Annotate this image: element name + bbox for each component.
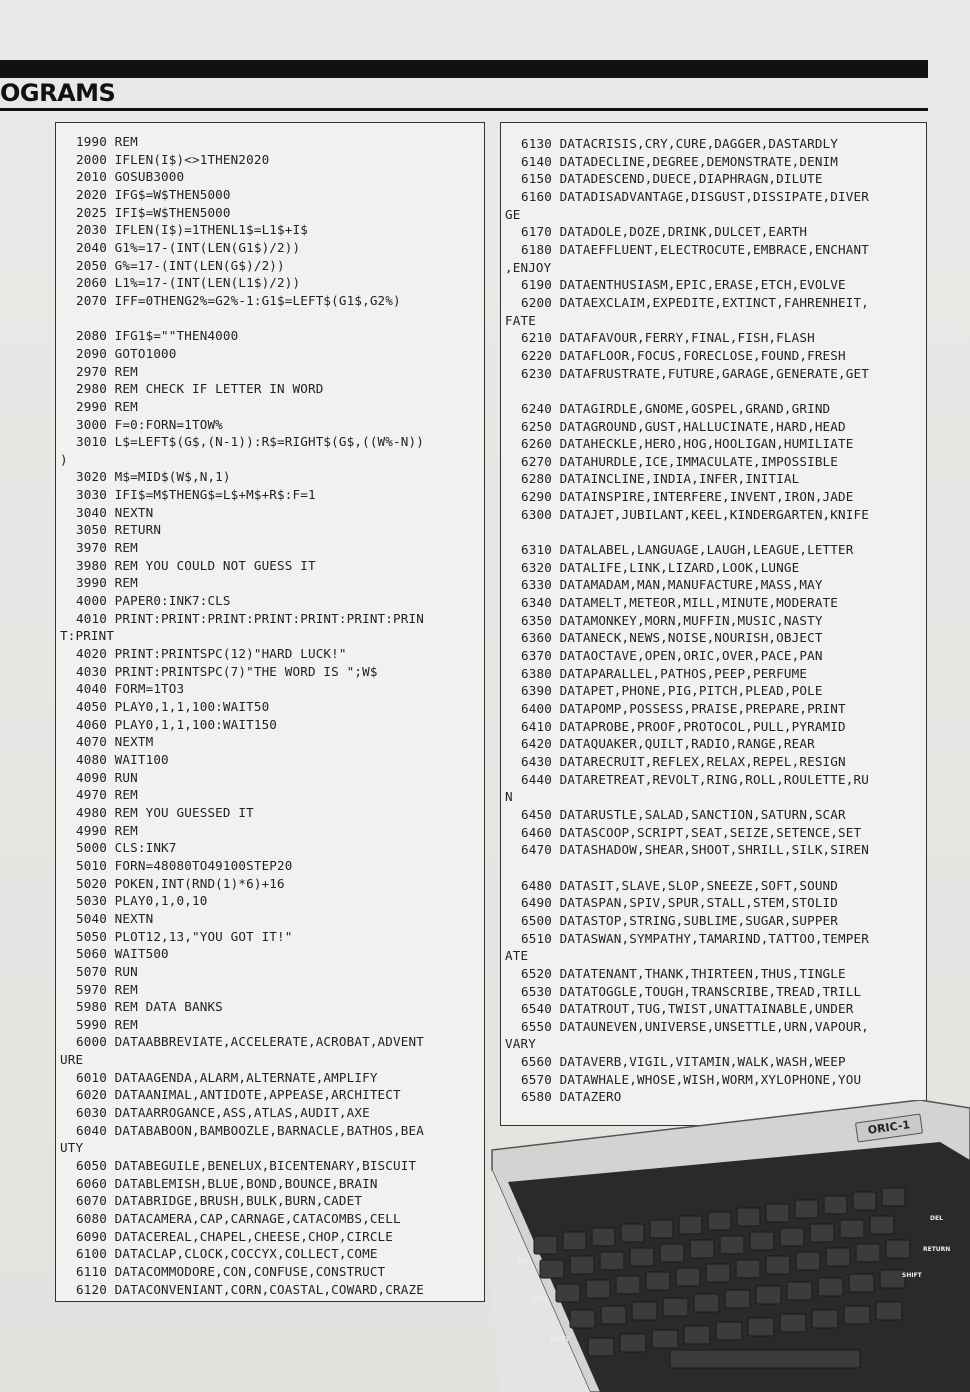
keyboard-key: [882, 1188, 905, 1206]
code-line: [505, 382, 869, 400]
code-line: 2090 GOTO1000: [76, 345, 177, 361]
keyboard-key: [570, 1256, 594, 1274]
code-line: N: [505, 789, 513, 805]
code-line: 2010 GOSUB3000: [76, 169, 185, 185]
code-line: 6550 DATAUNEVEN,UNIVERSE,UNSETTLE,URN,VAPOUR,: [521, 1018, 869, 1034]
keyboard-key: [534, 1236, 557, 1254]
header-bar: [0, 60, 928, 78]
code-line: 2070 IFF=0THENG2%=G2%-1:G1$=LEFT$(G1$,G2%): [76, 292, 401, 308]
key-del-label: DEL: [930, 1215, 943, 1222]
code-line: 4980 REM YOU GUESSED IT: [76, 804, 254, 820]
code-line: 6570 DATAWHALE,WHOSE,WISH,WORM,XYLOPHONE,YOU: [521, 1071, 862, 1087]
code-line: 6010 DATAAGENDA,ALARM,ALTERNATE,AMPLIFY: [76, 1069, 378, 1085]
keyboard-key: [588, 1338, 614, 1356]
code-line: ): [60, 451, 68, 467]
code-line: 6080 DATACAMERA,CAP,CARNAGE,CATACOMBS,CELL: [76, 1211, 401, 1227]
key-shift-left-label: SHIFT: [550, 1336, 570, 1343]
keyboard-key: [708, 1212, 731, 1230]
keyboard-key: [840, 1220, 864, 1238]
keyboard-key: [849, 1274, 874, 1292]
code-line: 3040 NEXTN: [76, 504, 154, 520]
code-line: 6450 DATARUSTLE,SALAD,SANCTION,SATURN,SCAR: [521, 806, 846, 822]
keyboard-key: [876, 1302, 902, 1320]
keyboard-key: [756, 1286, 781, 1304]
code-line: 2060 L1%=17-(INT(LEN(L1$)/2)): [76, 275, 301, 291]
keyboard-key: [826, 1248, 850, 1266]
code-line: 2020 IFG$=W$THEN5000: [76, 186, 231, 202]
keyboard-key: [690, 1240, 714, 1258]
code-line: 5040 NEXTN: [76, 910, 154, 926]
code-line: 2990 REM: [76, 398, 138, 414]
code-line: 6290 DATAINSPIRE,INTERFERE,INVENT,IRON,JADE: [521, 489, 854, 505]
code-line: 6160 DATADISADVANTAGE,DISGUST,DISSIPATE,DIVER: [521, 188, 869, 204]
keyboard-key: [660, 1244, 684, 1262]
keyboard-key: [737, 1208, 760, 1226]
keyboard-key: [736, 1260, 760, 1278]
code-line: 6040 DATABABOON,BAMBOOZLE,BARNACLE,BATHOS,BEA: [76, 1122, 424, 1138]
code-line: 6500 DATASTOP,STRING,SUBLIME,SUGAR,SUPPER: [521, 912, 839, 928]
code-line: 6300 DATAJET,JUBILANT,KEEL,KINDERGARTEN,KNIFE: [521, 506, 869, 522]
code-line: 3000 F=0:FORN=1TOW%: [76, 416, 223, 432]
code-line: 6240 DATAGIRDLE,GNOME,GOSPEL,GRAND,GRIND: [521, 400, 831, 416]
code-line: 6190 DATAENTHUSIASM,EPIC,ERASE,ETCH,EVOLVE: [521, 277, 846, 293]
code-line: 3010 L$=LEFT$(G$,(N-1)):R$=RIGHT$(G$,((W%-N)): [76, 434, 424, 450]
keyboard-key: [853, 1192, 876, 1210]
code-line: 6480 DATASIT,SLAVE,SLOP,SNEEZE,SOFT,SOUND: [521, 877, 839, 893]
code-line: 6020 DATAANIMAL,ANTIDOTE,APPEASE,ARCHITECT: [76, 1087, 401, 1103]
keyboard-key: [870, 1216, 894, 1234]
keyboard-key: [650, 1220, 673, 1238]
code-line: 6530 DATATOGGLE,TOUGH,TRANSCRIBE,TREAD,TRILL: [521, 983, 862, 999]
keyboard-key: [632, 1302, 657, 1320]
listing-box-left: [55, 122, 485, 1302]
keyboard-key: [600, 1252, 624, 1270]
keyboard-key: [720, 1236, 744, 1254]
brand-badge: ORIC-1: [855, 1114, 923, 1143]
code-line: 2000 IFLEN(I$)<>1THEN2020: [76, 151, 270, 167]
code-line: 4080 WAIT100: [76, 751, 169, 767]
keyboard-key: [810, 1224, 834, 1242]
code-line: 5010 FORN=48080TO49100STEP20: [76, 857, 293, 873]
code-line: 5000 CLS:INK7: [76, 840, 177, 856]
code-line: 6490 DATASPAN,SPIV,SPUR,STALL,STEM,STOLID: [521, 895, 839, 911]
code-line: 6410 DATAPROBE,PROOF,PROTOCOL,PULL,PYRAMID: [521, 718, 846, 734]
code-line: 2080 IFG1$=""THEN4000: [76, 328, 239, 344]
code-line: 6200 DATAEXCLAIM,EXPEDITE,EXTINCT,FAHRENHEIT,: [521, 294, 869, 310]
code-line: 6270 DATAHURDLE,ICE,IMMACULATE,IMPOSSIBLE: [521, 453, 839, 469]
code-line: 4070 NEXTM: [76, 734, 154, 750]
code-line: 3990 REM: [76, 575, 138, 591]
code-line: [505, 859, 869, 877]
keyboard-key: [780, 1228, 804, 1246]
keyboard-key: [592, 1228, 615, 1246]
keyboard-key: [750, 1232, 774, 1250]
code-line: 3970 REM: [76, 540, 138, 556]
code-line: ,ENJOY: [505, 259, 552, 275]
oric-computer-photo: [470, 1100, 970, 1392]
code-line: 2050 G%=17-(INT(LEN(G$)/2)): [76, 257, 285, 273]
code-line: 3050 RETURN: [76, 522, 162, 538]
program-listing-right: [505, 135, 869, 1106]
code-line: 6540 DATATROUT,TUG,TWIST,UNATTAINABLE,UNDER: [521, 1001, 854, 1017]
keyboard-key: [780, 1314, 806, 1332]
key-esc-label: ESC: [518, 1258, 531, 1265]
code-line: 5990 REM: [76, 1016, 138, 1032]
code-line: 6140 DATADECLINE,DEGREE,DEMONSTRATE,DENIM: [521, 153, 839, 169]
code-line: 6350 DATAMONKEY,MORN,MUFFIN,MUSIC,NASTY: [521, 612, 823, 628]
code-line: 6280 DATAINCLINE,INDIA,INFER,INITIAL: [521, 471, 800, 487]
code-line: 1990 REM: [76, 134, 138, 149]
code-line: 6310 DATALABEL,LANGUAGE,LAUGH,LEAGUE,LETTER: [521, 542, 854, 558]
keyboard-key: [663, 1298, 688, 1316]
keyboard-key: [694, 1294, 719, 1312]
code-line: 6510 DATASWAN,SYMPATHY,TAMARIND,TATTOO,TEMPER: [521, 930, 869, 946]
code-line: 6060 DATABLEMISH,BLUE,BOND,BOUNCE,BRAIN: [76, 1175, 378, 1191]
code-line: 6110 DATACOMMODORE,CON,CONFUSE,CONSTRUCT: [76, 1264, 386, 1279]
code-line: 4000 PAPER0:INK7:CLS: [76, 593, 231, 609]
keyboard-key: [796, 1252, 820, 1270]
code-line: T:PRINT: [60, 628, 115, 644]
code-line: 6090 DATACEREAL,CHAPEL,CHEESE,CHOP,CIRCLE: [76, 1228, 394, 1244]
code-line: 6260 DATAHECKLE,HERO,HOG,HOOLIGAN,HUMILIATE: [521, 436, 854, 452]
code-line: 6220 DATAFLOOR,FOCUS,FORECLOSE,FOUND,FRESH: [521, 347, 846, 363]
code-line: 6210 DATAFAVOUR,FERRY,FINAL,FISH,FLASH: [521, 330, 815, 346]
code-line: 6170 DATADOLE,DOZE,DRINK,DULCET,EARTH: [521, 224, 808, 240]
keyboard-key: [766, 1256, 790, 1274]
listing-box-right: [500, 122, 927, 1126]
code-line: 5970 REM: [76, 981, 138, 997]
code-line: 2970 REM: [76, 363, 138, 379]
code-line: 6120 DATACONVENIANT,CORN,COASTAL,COWARD,CRAZE: [76, 1281, 424, 1297]
code-line: 6250 DATAGROUND,GUST,HALLUCINATE,HARD,HEAD: [521, 418, 846, 434]
code-line: 4040 FORM=1TO3: [76, 681, 185, 697]
keyboard-key: [679, 1216, 702, 1234]
code-line: 6460 DATASCOOP,SCRIPT,SEAT,SEIZE,SETENCE,SET: [521, 824, 862, 840]
keyboard-key: [621, 1224, 644, 1242]
keyboard-key: [586, 1280, 610, 1298]
keyboard-key: [856, 1244, 880, 1262]
code-line: 6070 DATABRIDGE,BRUSH,BULK,BURN,CADET: [76, 1193, 363, 1209]
code-line: [60, 310, 424, 328]
code-line: 5060 WAIT500: [76, 946, 169, 962]
code-line: 6560 DATAVERB,VIGIL,VITAMIN,WALK,WASH,WEEP: [521, 1054, 846, 1070]
keyboard-key: [652, 1330, 678, 1348]
code-line: [505, 523, 869, 541]
code-line: 2025 IFI$=W$THEN5000: [76, 204, 231, 220]
code-line: 4010 PRINT:PRINT:PRINT:PRINT:PRINT:PRINT:PRIN: [76, 610, 424, 626]
code-line: 6130 DATACRISIS,CRY,CURE,DAGGER,DASTARDLY: [521, 136, 839, 151]
code-line: ATE: [505, 948, 529, 964]
code-line: 6470 DATASHADOW,SHEAR,SHOOT,SHRILL,SILK,SIREN: [521, 842, 869, 858]
key-ctrl-label: CTRL: [532, 1296, 549, 1303]
code-line: 6000 DATAABBREVIATE,ACCELERATE,ACROBAT,ADVENT: [76, 1034, 424, 1050]
code-line: 2980 REM CHECK IF LETTER IN WORD: [76, 381, 324, 397]
keyboard-key: [620, 1334, 646, 1352]
keyboard-key: [676, 1268, 700, 1286]
keyboard-key: [556, 1284, 580, 1302]
code-line: 6520 DATATENANT,THANK,THIRTEEN,THUS,TINGLE: [521, 965, 846, 981]
code-line: 6030 DATAARROGANCE,ASS,ATLAS,AUDIT,AXE: [76, 1105, 370, 1121]
code-line: 5980 REM DATA BANKS: [76, 999, 223, 1015]
keyboard-key: [844, 1306, 870, 1324]
keyboard-key: [787, 1282, 812, 1300]
code-line: URE: [60, 1052, 84, 1068]
keyboard-key: [812, 1310, 838, 1328]
code-line: 4970 REM: [76, 787, 138, 803]
code-line: 6330 DATAMADAM,MAN,MANUFACTURE,MASS,MAY: [521, 577, 823, 593]
code-line: 6320 DATALIFE,LINK,LIZARD,LOOK,LUNGE: [521, 559, 800, 575]
code-line: 6390 DATAPET,PHONE,PIG,PITCH,PLEAD,POLE: [521, 683, 823, 699]
code-line: 4990 REM: [76, 822, 138, 838]
code-line: 4030 PRINT:PRINTSPC(7)"THE WORD IS ";W$: [76, 663, 378, 679]
key-return-label: RETURN: [923, 1246, 951, 1253]
keyboard-key: [766, 1204, 789, 1222]
code-line: 5050 PLOT12,13,"YOU GOT IT!": [76, 928, 293, 944]
keyboard-illustration: [470, 1100, 970, 1392]
code-line: UTY: [60, 1140, 84, 1156]
code-line: FATE: [505, 312, 536, 328]
code-line: 6430 DATARECRUIT,REFLEX,RELAX,REPEL,RESIGN: [521, 753, 846, 769]
keyboard-key: [706, 1264, 730, 1282]
code-line: 6380 DATAPARALLEL,PATHOS,PEEP,PERFUME: [521, 665, 808, 681]
code-line: 3030 IFI$=M$THENG$=L$+M$+R$:F=1: [76, 487, 316, 503]
keyboard-key: [630, 1248, 654, 1266]
code-line: 6150 DATADESCEND,DUECE,DIAPHRAGN,DILUTE: [521, 171, 823, 187]
code-line: VARY: [505, 1036, 536, 1052]
code-line: 6180 DATAEFFLUENT,ELECTROCUTE,EMBRACE,ENCHANT: [521, 241, 869, 257]
code-line: 2030 IFLEN(I$)=1THENL1$=L1$+I$: [76, 222, 308, 238]
keyboard-key: [563, 1232, 586, 1250]
code-line: 4050 PLAY0,1,1,100:WAIT50: [76, 699, 270, 714]
code-line: 6340 DATAMELT,METEOR,MILL,MINUTE,MODERATE: [521, 595, 839, 611]
code-line: 6370 DATAOCTAVE,OPEN,ORIC,OVER,PACE,PAN: [521, 648, 823, 664]
code-line: 6420 DATAQUAKER,QUILT,RADIO,RANGE,REAR: [521, 736, 815, 752]
code-line: 5020 POKEN,INT(RND(1)*6)+16: [76, 875, 285, 891]
code-line: 6440 DATARETREAT,REVOLT,RING,ROLL,ROULETTE,RU: [521, 771, 869, 787]
keyboard-key: [725, 1290, 750, 1308]
keyboard-key: [818, 1278, 843, 1296]
code-line: 4060 PLAY0,1,1,100:WAIT150: [76, 716, 278, 732]
keyboard-key: [795, 1200, 818, 1218]
keyboard-key: [824, 1196, 847, 1214]
keyboard-key: [684, 1326, 710, 1344]
key-shift-right-label: SHIFT: [902, 1272, 922, 1279]
code-line: 6230 DATAFRUSTRATE,FUTURE,GARAGE,GENERATE,GET: [521, 365, 869, 381]
code-line: GE: [505, 206, 521, 222]
code-line: 3020 M$=MID$(W$,N,1): [76, 469, 231, 485]
code-line: 6580 DATAZERO: [521, 1089, 622, 1105]
keyboard-key: [646, 1272, 670, 1290]
header-rule: [0, 108, 928, 111]
keyboard-key: [570, 1310, 595, 1328]
space-bar-key: [670, 1350, 860, 1368]
keyboard-key: [601, 1306, 626, 1324]
code-line: 4090 RUN: [76, 769, 138, 785]
section-title: OGRAMS: [0, 79, 116, 107]
program-listing-left: [60, 133, 424, 1298]
keyboard-key: [748, 1318, 774, 1336]
code-line: 2040 G1%=17-(INT(LEN(G1$)/2)): [76, 239, 301, 255]
code-line: 5070 RUN: [76, 963, 138, 979]
code-line: 6400 DATAPOMP,POSSESS,PRAISE,PREPARE,PRINT: [521, 701, 846, 716]
code-line: 5030 PLAY0,1,0,10: [76, 893, 208, 909]
code-line: 6050 DATABEGUILE,BENELUX,BICENTENARY,BISCUIT: [76, 1158, 417, 1174]
code-line: 6360 DATANECK,NEWS,NOISE,NOURISH,OBJECT: [521, 630, 823, 646]
code-line: 3980 REM YOU COULD NOT GUESS IT: [76, 557, 316, 573]
keyboard-key: [886, 1240, 910, 1258]
keyboard-key: [616, 1276, 640, 1294]
keyboard-key: [716, 1322, 742, 1340]
code-line: 6100 DATACLAP,CLOCK,COCCYX,COLLECT,COME: [76, 1246, 378, 1262]
keyboard-key: [540, 1260, 564, 1278]
code-line: 4020 PRINT:PRINTSPC(12)"HARD LUCK!": [76, 646, 347, 662]
